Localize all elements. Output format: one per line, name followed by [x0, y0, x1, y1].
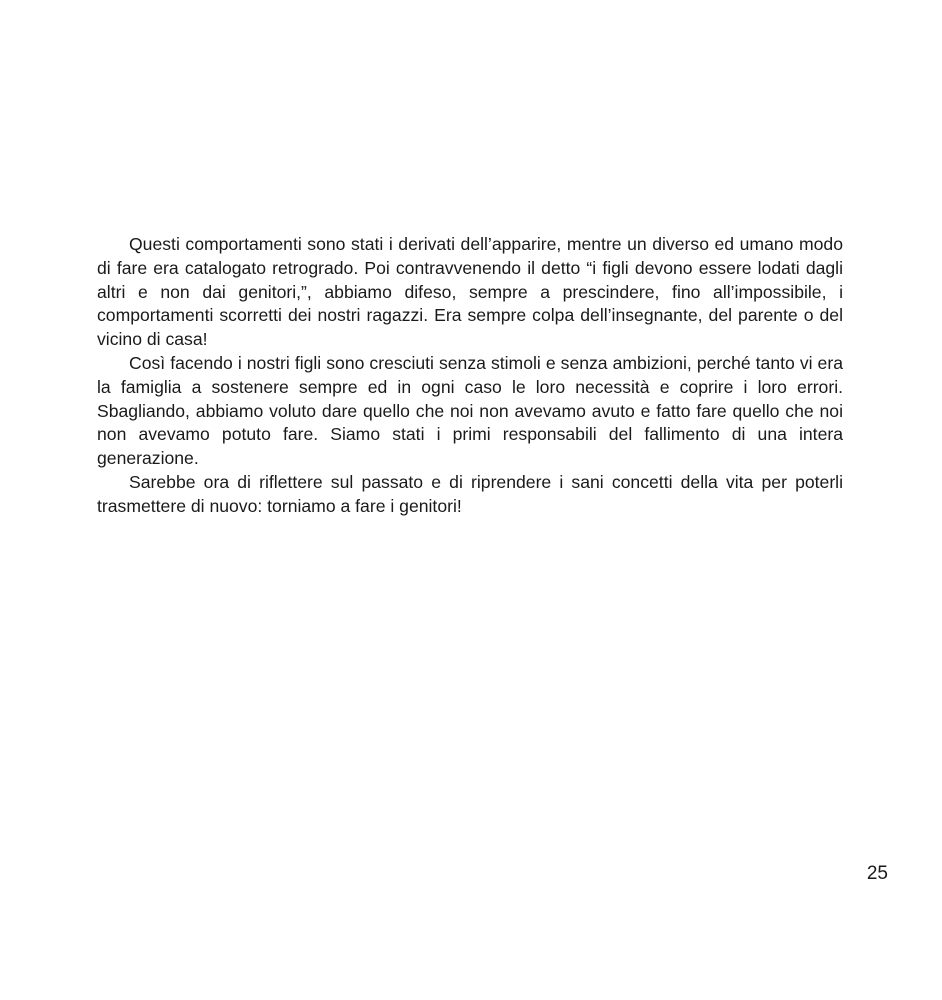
body-text	[97, 233, 843, 519]
paragraph-1: Questi comportamenti sono stati i derivati dell’apparire, mentre un diverso ed umano modo di fare era catalogato retrogrado. Poi contravvenendo il detto “i figli devono essere lodati dagli altri e non dai genitori,”, abbiamo difeso, sempre a prescindere, fino all’impossibile, i comportamenti scorretti dei nostri ragazzi. Era sempre colpa dell’insegnante, del parente o del vicino di casa!	[97, 234, 843, 350]
paragraph-3: Sarebbe ora di riflettere sul passato e di riprendere i sani concetti della vita per poterli trasmettere di nuovo: torniamo a fare i genitori!	[97, 471, 843, 516]
paragraph-2: Così facendo i nostri figli sono cresciuti senza stimoli e senza ambizioni, perché tanto vi era la famiglia a sostenere sempre ed in ogni caso le loro necessità e coprire i loro errori. Sbagliando, abbiamo voluto dare quello che noi non avevamo avuto e fatto fare quello che noi non avevamo potuto fare. Siamo stati i primi responsabili del fallimento di una intera generazione.	[97, 352, 843, 469]
page-number: 25	[866, 863, 888, 884]
